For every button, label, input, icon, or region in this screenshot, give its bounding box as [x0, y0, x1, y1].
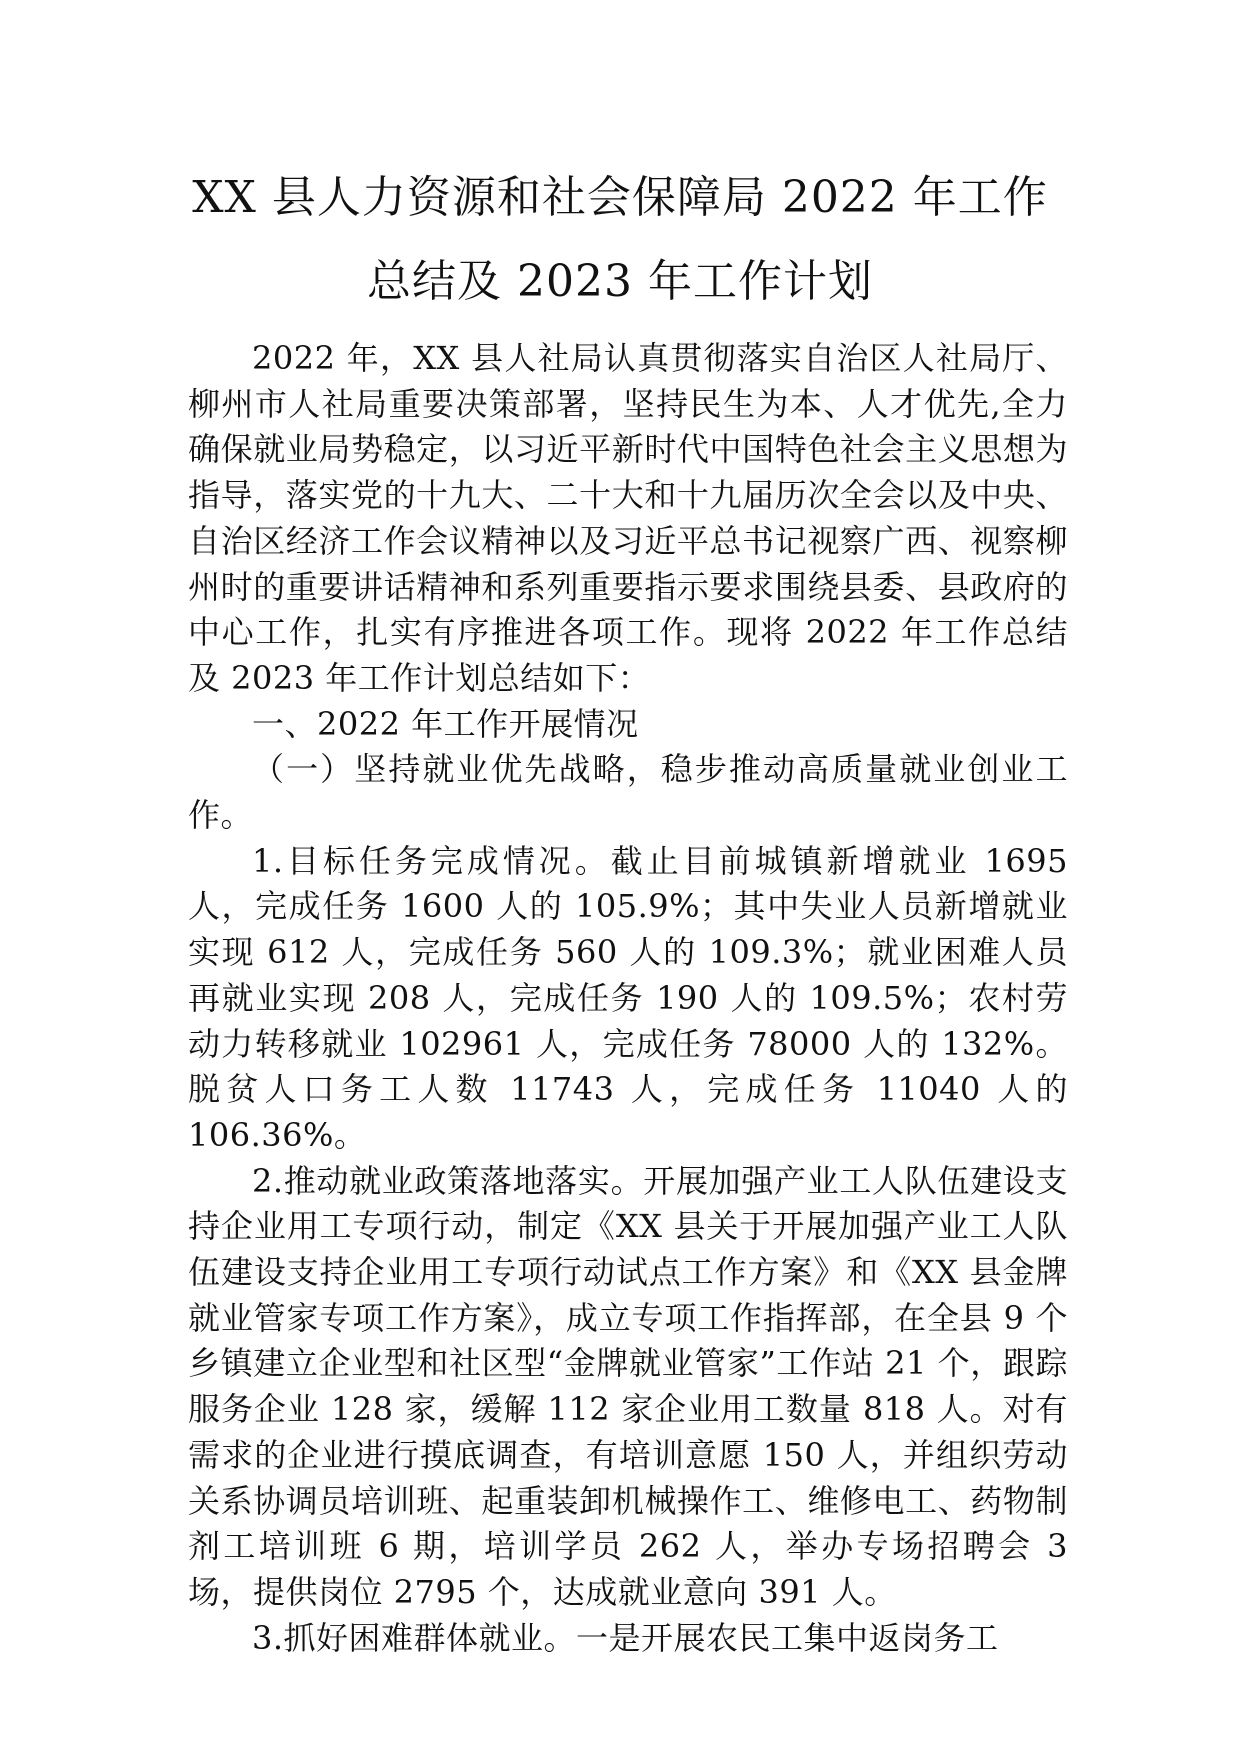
paragraph-target-tasks: 1.目标任务完成情况。截止目前城镇新增就业 1695 人，完成任务 1600 人的 105.9%；其中失业人员新增就业实现 612 人，完成任务 560 人的 109.3%；就业困难人员再就业实现 208 人，完成任务 190 人的 109.5%；农村劳动力转移就业 102961 人，完成任务 78000 人的 132%。脱贫人口务工人数 11743 人，完成任务 11040 人的 106.36%。	[188, 841, 1068, 1154]
document-title-line-2: 总结及 2023 年工作计划	[367, 256, 873, 307]
document-title-line-1: XX 县人力资源和社会保障局 2022 年工作	[192, 172, 1048, 223]
paragraph-employment-policy: 2.推动就业政策落地落实。开展加强产业工人队伍建设支持企业用工专项行动，制定《XX 县关于开展加强产业工人队伍建设支持企业用工专项行动试点工作方案》和《XX 县金牌就业管家专项工作方案》，成立专项工作指挥部，在全县 9 个乡镇建立企业型和社区型“金牌就业管家”工作站 21 个，跟踪服务企业 128 家，缓解 112 家企业用工数量 818 人。对有需求的企业进行摸底调查，有培训意愿 150 人，并组织劳动关系协调员培训班、起重装卸机械操作工、维修电工、药物制剂工培训班 6 期，培训学员 262 人，举办专场招聘会 3 场，提供岗位 2795 个，达成就业意向 391 人。	[188, 1161, 1068, 1611]
subsection-heading-1: （一）坚持就业优先战略，稳步推动高质量就业创业工作。	[188, 750, 1068, 835]
intro-paragraph: 2022 年，XX 县人社局认真贯彻落实自治区人社局厅、柳州市人社局重要决策部署，坚持民生为本、人才优先,全力确保就业局势稳定，以习近平新时代中国特色社会主义思想为指导，落实党的十九大、二十大和十九届历次全会以及中央、自治区经济工作会议精神以及习近平总书记视察广西、视察柳州时的重要讲话精神和系列重要指示要求围绕县委、县政府的中心工作，扎实有序推进各项工作。现将 2022 年工作总结及 2023 年工作计划总结如下：	[188, 339, 1068, 697]
section-heading-1: 一、2022 年工作开展情况	[252, 704, 639, 743]
paragraph-difficult-groups: 3.抓好困难群体就业。一是开展农民工集中返岗务工	[252, 1618, 999, 1657]
document-body	[188, 336, 1068, 1661]
